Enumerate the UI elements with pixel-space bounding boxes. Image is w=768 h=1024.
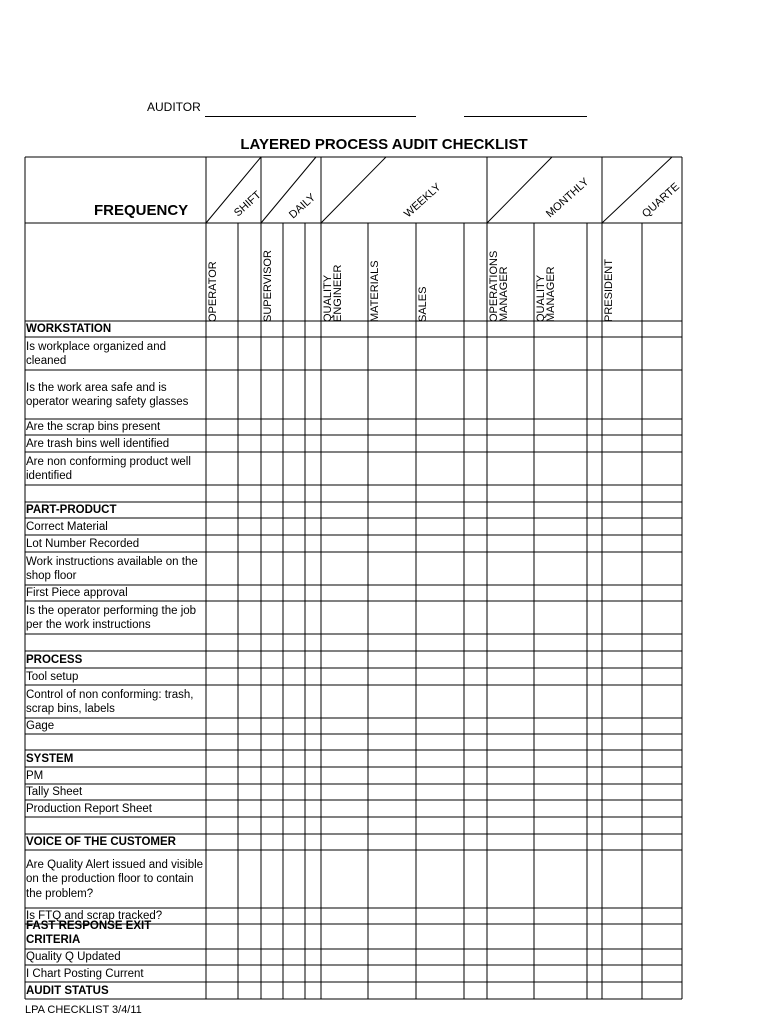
frequency-label-shift: SHIFT (231, 189, 264, 220)
checklist-item: I Chart Posting Current (26, 967, 144, 980)
checklist-item: Are trash bins well identified (26, 437, 170, 450)
checklist-item: Is workplace organized and cleaned (26, 340, 166, 367)
section-header: PART-PRODUCT (26, 504, 117, 517)
checklist-item: Are non conforming product well identified (26, 455, 191, 482)
section-header: PROCESS (26, 654, 83, 667)
checklist-item: Work instructions available on the shop floor (26, 555, 198, 582)
role-header-1: SUPERVISOR (262, 250, 274, 322)
checklist-item: Gage (26, 720, 55, 733)
frequency-label-monthly: MONTHLY (543, 175, 592, 221)
section-header: VOICE OF THE CUSTOMER (26, 835, 176, 848)
frequency-label-quarte: QUARTE (639, 180, 682, 221)
section-header: SYSTEM (26, 753, 74, 766)
checklist-item (26, 735, 206, 750)
role-header-5: OPERATIONS MANAGER (488, 250, 510, 322)
section-header: WORKSTATION (26, 323, 112, 336)
checklist-item: Are the scrap bins present (26, 421, 161, 434)
frequency-label-daily: DAILY (286, 191, 319, 222)
role-header-0: OPERATOR (207, 261, 219, 322)
checklist-item: Tool setup (26, 670, 79, 683)
checklist-item: Is the work area safe and is operator wearing safety glasses (26, 381, 189, 408)
section-header: AUDIT STATUS (26, 984, 109, 997)
frequency-label: FREQUENCY (94, 202, 189, 219)
checklist-item: Are Quality Alert issued and visible on the production floor to contain the problem? (26, 858, 204, 900)
role-header-7: PRESIDENT (603, 259, 615, 322)
checklist-item: Control of non conforming: trash, scrap bins, labels (26, 688, 194, 715)
role-header-6: QUALITY MANAGER (535, 266, 557, 322)
checklist-item: Lot Number Recorded (26, 537, 140, 550)
role-header-2: QUALITY ENGINEER (322, 264, 344, 322)
footer-text: LPA CHECKLIST 3/4/11 (25, 1004, 142, 1016)
page-title: LAYERED PROCESS AUDIT CHECKLIST (240, 136, 528, 153)
role-header-4: SALES (417, 286, 429, 322)
checklist-item: Production Report Sheet (26, 802, 152, 815)
checklist-item: PM (26, 769, 44, 782)
checklist-item: Is the operator performing the job per the work instructions (26, 604, 197, 631)
frequency-diagonal (602, 157, 672, 223)
frequency-label-weekly: WEEKLY (401, 181, 444, 221)
frequency-diagonal (321, 157, 386, 223)
frequency-diagonal (487, 157, 552, 223)
checklist-item (26, 818, 206, 834)
checklist-item: Is FTQ and scrap tracked? (26, 910, 163, 923)
role-header-3: MATERIALS (369, 260, 381, 322)
checklist-item: Correct Material (26, 520, 108, 533)
auditor-label: AUDITOR (147, 100, 201, 114)
checklist-item: First Piece approval (26, 587, 128, 600)
checklist-item: Quality Q Updated (26, 951, 121, 964)
checklist-item (26, 486, 206, 502)
checklist-item: Tally Sheet (26, 786, 83, 799)
checklist-item (26, 635, 206, 651)
section-header: FAST RESPONSE EXIT CRITERIA (26, 919, 152, 946)
